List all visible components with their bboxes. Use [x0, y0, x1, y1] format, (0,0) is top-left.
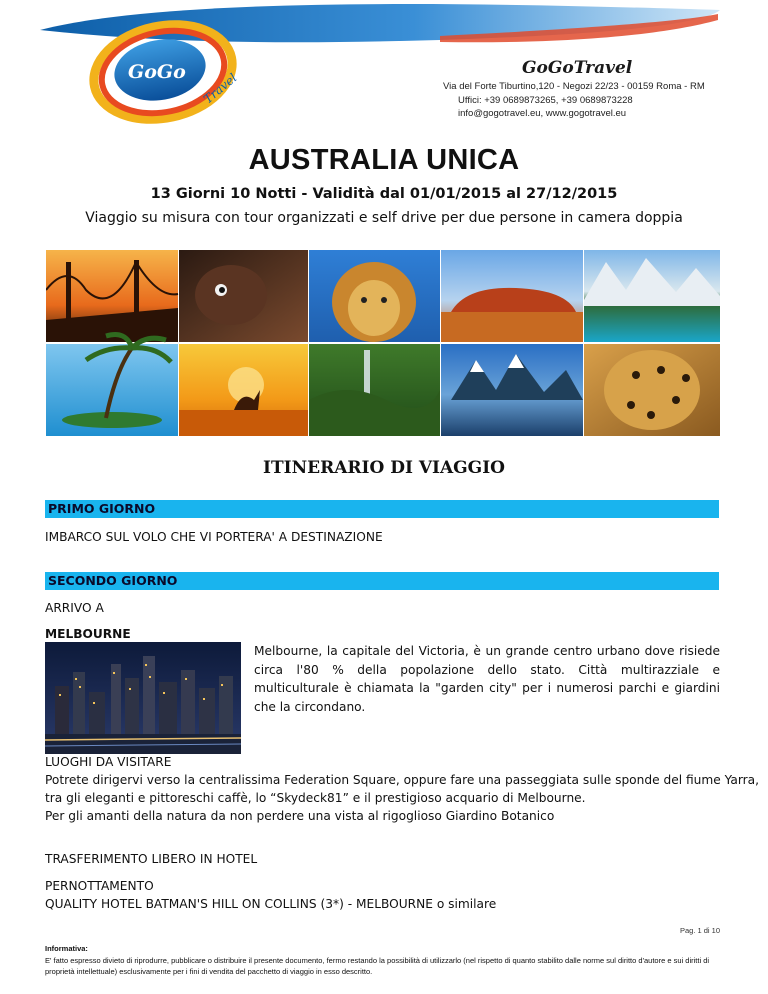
company-phones: Uffici: +39 0689873265, +39 0689873228	[458, 95, 633, 106]
footer-info-text: E' fatto espresso divieto di riprodurre, pubblicare o distribuire il presente documento, fermo restando la possibilità di utilizzarlo (nel rispetto di quanto stabilito dalle norme sul diritto d'autore e sui diritti di proprietà intellettuale) esclusivamente per i fini di vendita del pacchetto di viaggio in esso descritto.	[45, 956, 710, 976]
day-1-bar	[45, 500, 719, 518]
day-2-label: SECONDO GIORNO	[48, 573, 178, 588]
places-line-3: Per gli amanti della natura da non perdere una vista al rigoglioso Giardino Botanico	[45, 809, 555, 823]
page-title: AUSTRALIA UNICA	[248, 144, 520, 176]
overnight-label: PERNOTTAMENTO	[45, 879, 154, 893]
hotel-name: QUALITY HOTEL BATMAN'S HILL ON COLLINS (3*) - MELBOURNE o similare	[45, 897, 497, 911]
places-heading: LUOGHI DA VISITARE	[45, 755, 172, 769]
logo-text: GoGo	[128, 61, 186, 83]
places-line-2: tra gli eleganti e pittoreschi caffè, lo “Skydeck81” e il prestigioso acquario di Melbourne.	[45, 791, 586, 805]
day-1-label: PRIMO GIORNO	[48, 501, 156, 516]
melbourne-photo	[45, 642, 241, 754]
photo-collage	[46, 250, 720, 436]
company-name: GoGoTravel	[522, 58, 633, 78]
logo-script: Travel	[200, 70, 240, 107]
company-contacts: info@gogotravel.eu, www.gogotravel.eu	[458, 108, 627, 119]
footer-info-heading: Informativa:	[45, 944, 88, 953]
page-number: Pag. 1 di 10	[679, 926, 720, 935]
city-heading: MELBOURNE	[45, 627, 131, 641]
day-2-bar	[45, 572, 719, 590]
company-address: Via del Forte Tiburtino,120 - Negozi 22/23 - 00159 Roma - RM	[443, 81, 705, 92]
itinerary-heading: ITINERARIO DI VIAGGIO	[263, 458, 505, 478]
trip-duration-validity: 13 Giorni 10 Notti - Validità dal 01/01/2015 al 27/12/2015	[150, 186, 618, 202]
places-line-1: Potrete dirigervi verso la centralissima Federation Square, oppure fare una passeggiata sulle sponde del fiume Yarra,	[45, 773, 759, 787]
day-2-text: ARRIVO A	[45, 601, 104, 615]
transfer-text: TRASFERIMENTO LIBERO IN HOTEL	[45, 852, 258, 866]
city-description: Melbourne, la capitale del Victoria, è un grande centro urbano dove risiede circa l'80 % della popolazione dello stato. Città multirazziale e multiculturale è chiamata la "garden city" per i numerosi parchi e giardini che la circondano.	[254, 644, 720, 714]
trip-description: Viaggio su misura con tour organizzati e self drive per due persone in camera doppia	[85, 210, 683, 226]
day-1-text: IMBARCO SUL VOLO CHE VI PORTERA' A DESTINAZIONE	[45, 530, 383, 544]
header-banner	[0, 0, 768, 140]
